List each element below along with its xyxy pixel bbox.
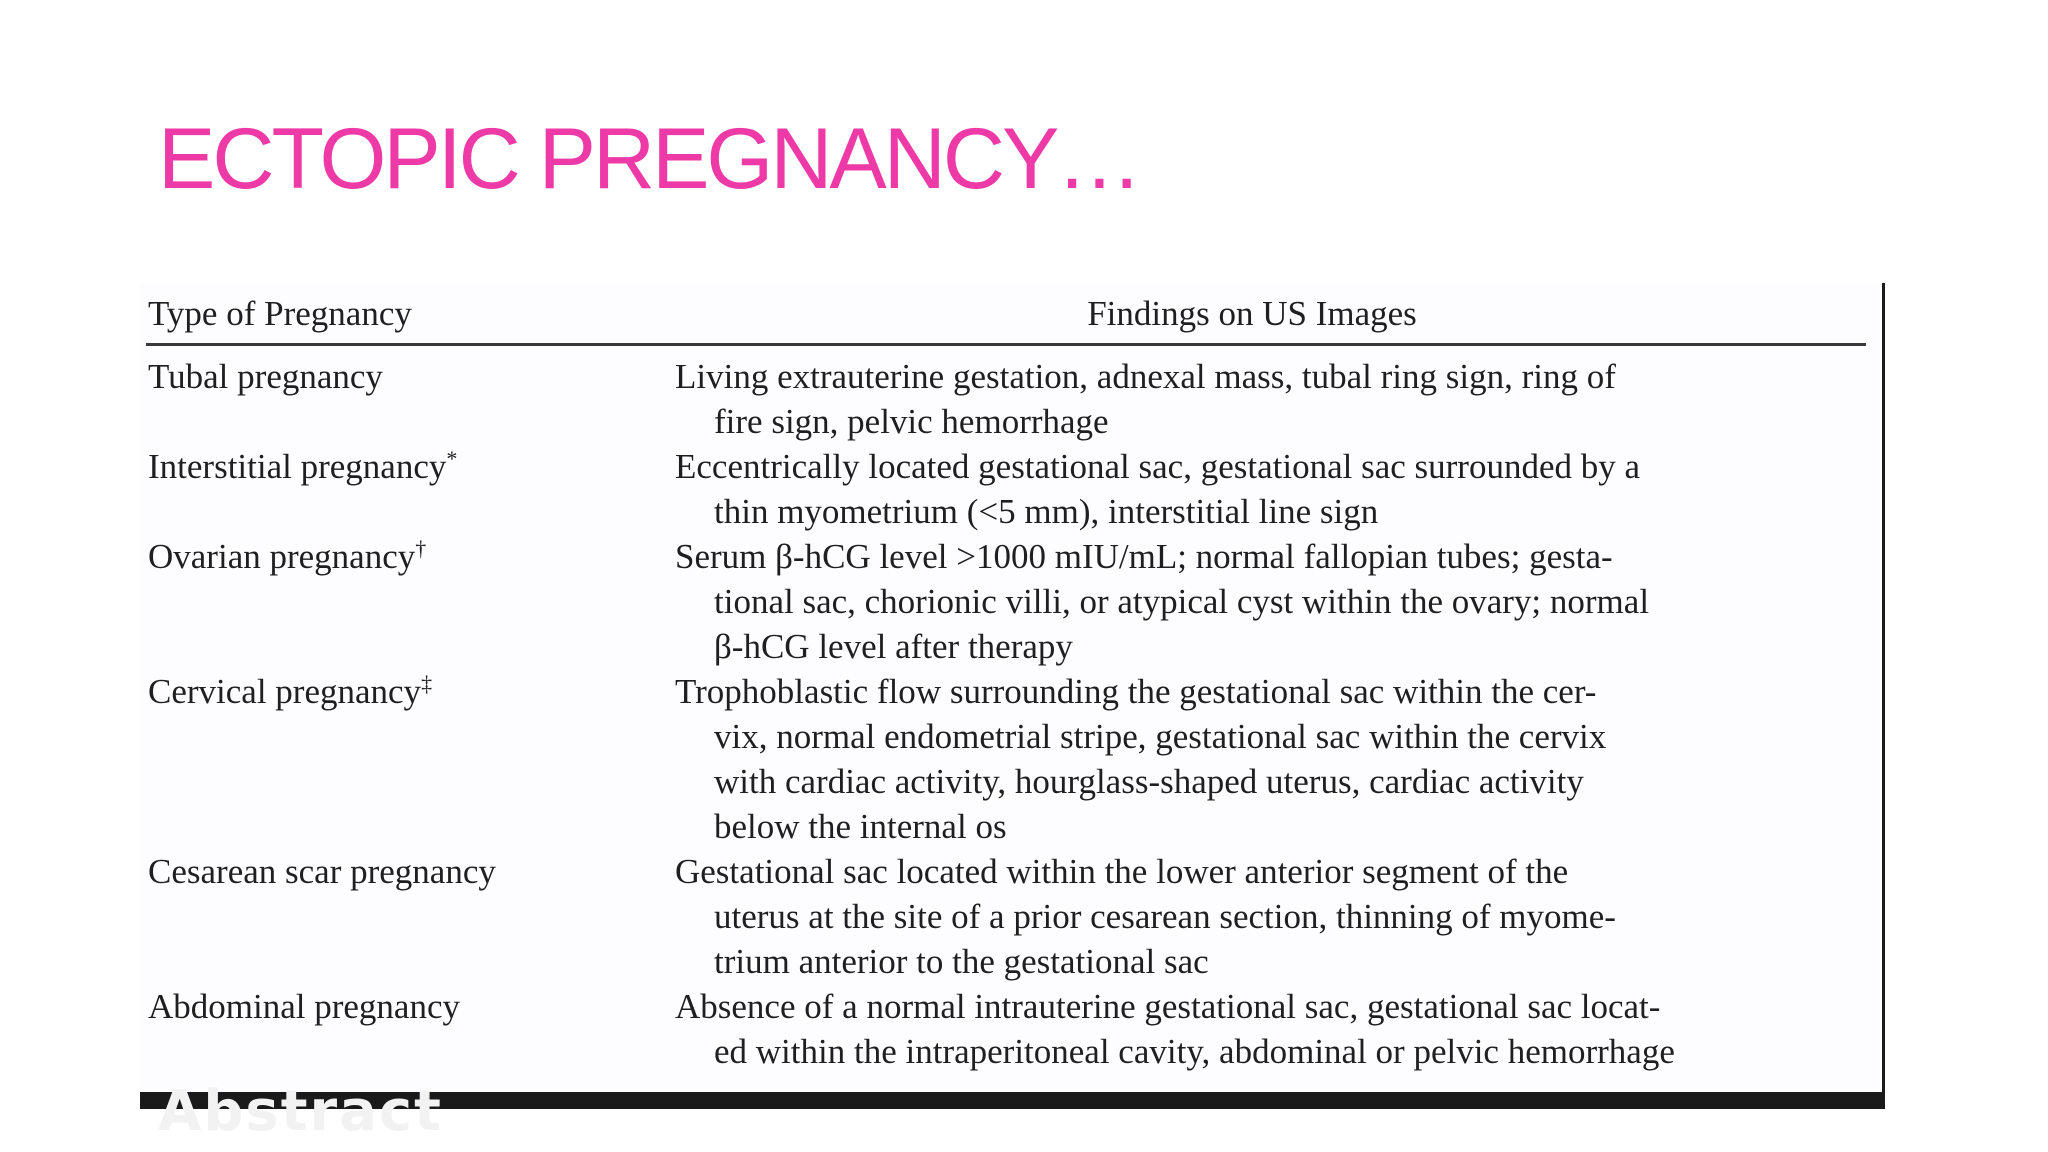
table-row xyxy=(146,849,1866,984)
findings-line: tional sac, chorionic villi, or atypical cyst within the ovary; normal xyxy=(714,582,1650,621)
findings-line: vix, normal endometrial stripe, gestational sac within the cervix xyxy=(714,717,1607,756)
findings-cell xyxy=(675,849,1866,984)
table-row xyxy=(146,669,1866,849)
findings-cell xyxy=(675,984,1866,1074)
findings-table-image xyxy=(140,283,1885,1144)
pregnancy-type-cell xyxy=(146,849,675,984)
pregnancy-type-cell xyxy=(146,444,675,534)
pregnancy-type-cell xyxy=(146,984,675,1074)
pregnancy-type-cell xyxy=(146,669,675,849)
findings-line: β-hCG level after therapy xyxy=(714,627,1073,666)
table-row xyxy=(146,984,1866,1074)
pregnancy-type-label: Ovarian pregnancy xyxy=(148,537,416,576)
header-findings-on-us-images: Findings on US Images xyxy=(1087,293,1417,333)
footnote-mark: † xyxy=(415,536,427,561)
table-row xyxy=(146,354,1866,444)
pregnancy-type-label: Tubal pregnancy xyxy=(148,357,383,396)
findings-cell xyxy=(675,669,1866,849)
findings-table xyxy=(146,283,1866,1074)
findings-line: Serum β-hCG level >1000 mIU/mL; normal fallopian tubes; gesta- xyxy=(675,537,1613,576)
findings-line: ed within the intraperitoneal cavity, abdominal or pelvic hemorrhage xyxy=(714,1032,1675,1071)
footnote-mark: * xyxy=(446,446,458,471)
pregnancy-type-label: Cervical pregnancy xyxy=(148,672,422,711)
findings-line: below the internal os xyxy=(714,807,1007,846)
pregnancy-type-cell xyxy=(146,354,675,444)
findings-line: thin myometrium (<5 mm), interstitial line sign xyxy=(714,492,1379,531)
findings-line: with cardiac activity, hourglass-shaped uterus, cardiac activity xyxy=(714,762,1584,801)
pregnancy-type-label: Abdominal pregnancy xyxy=(148,987,460,1026)
findings-cell xyxy=(675,444,1866,534)
cropped-caption-text: Abstract xyxy=(158,1079,443,1144)
footnote-mark: ‡ xyxy=(421,671,433,696)
findings-line: Eccentrically located gestational sac, gestational sac surrounded by a xyxy=(675,447,1641,486)
table-row xyxy=(146,534,1866,669)
findings-line: Gestational sac located within the lower anterior segment of the xyxy=(675,852,1569,891)
slide-title: ECTOPIC PREGNANCY… xyxy=(158,111,1140,207)
findings-cell xyxy=(675,534,1866,669)
table-header xyxy=(146,283,1866,346)
table-row xyxy=(146,444,1866,534)
findings-line: fire sign, pelvic hemorrhage xyxy=(714,402,1109,441)
findings-line: trium anterior to the gestational sac xyxy=(714,942,1209,981)
table-body xyxy=(146,346,1866,1074)
header-type-of-pregnancy: Type of Pregnancy xyxy=(148,293,412,333)
pregnancy-type-cell xyxy=(146,534,675,669)
findings-line: Absence of a normal intrauterine gestational sac, gestational sac locat- xyxy=(675,987,1661,1026)
findings-cell xyxy=(675,354,1866,444)
pregnancy-type-label: Cesarean scar pregnancy xyxy=(148,852,496,891)
pregnancy-type-label: Interstitial pregnancy xyxy=(148,447,447,486)
findings-line: Trophoblastic flow surrounding the gestational sac within the cer- xyxy=(675,672,1597,711)
findings-line: Living extrauterine gestation, adnexal mass, tubal ring sign, ring of xyxy=(675,357,1616,396)
findings-line: uterus at the site of a prior cesarean section, thinning of myome- xyxy=(714,897,1616,936)
right-border-rule xyxy=(1882,283,1885,1109)
cropped-caption-band xyxy=(140,1079,1885,1144)
